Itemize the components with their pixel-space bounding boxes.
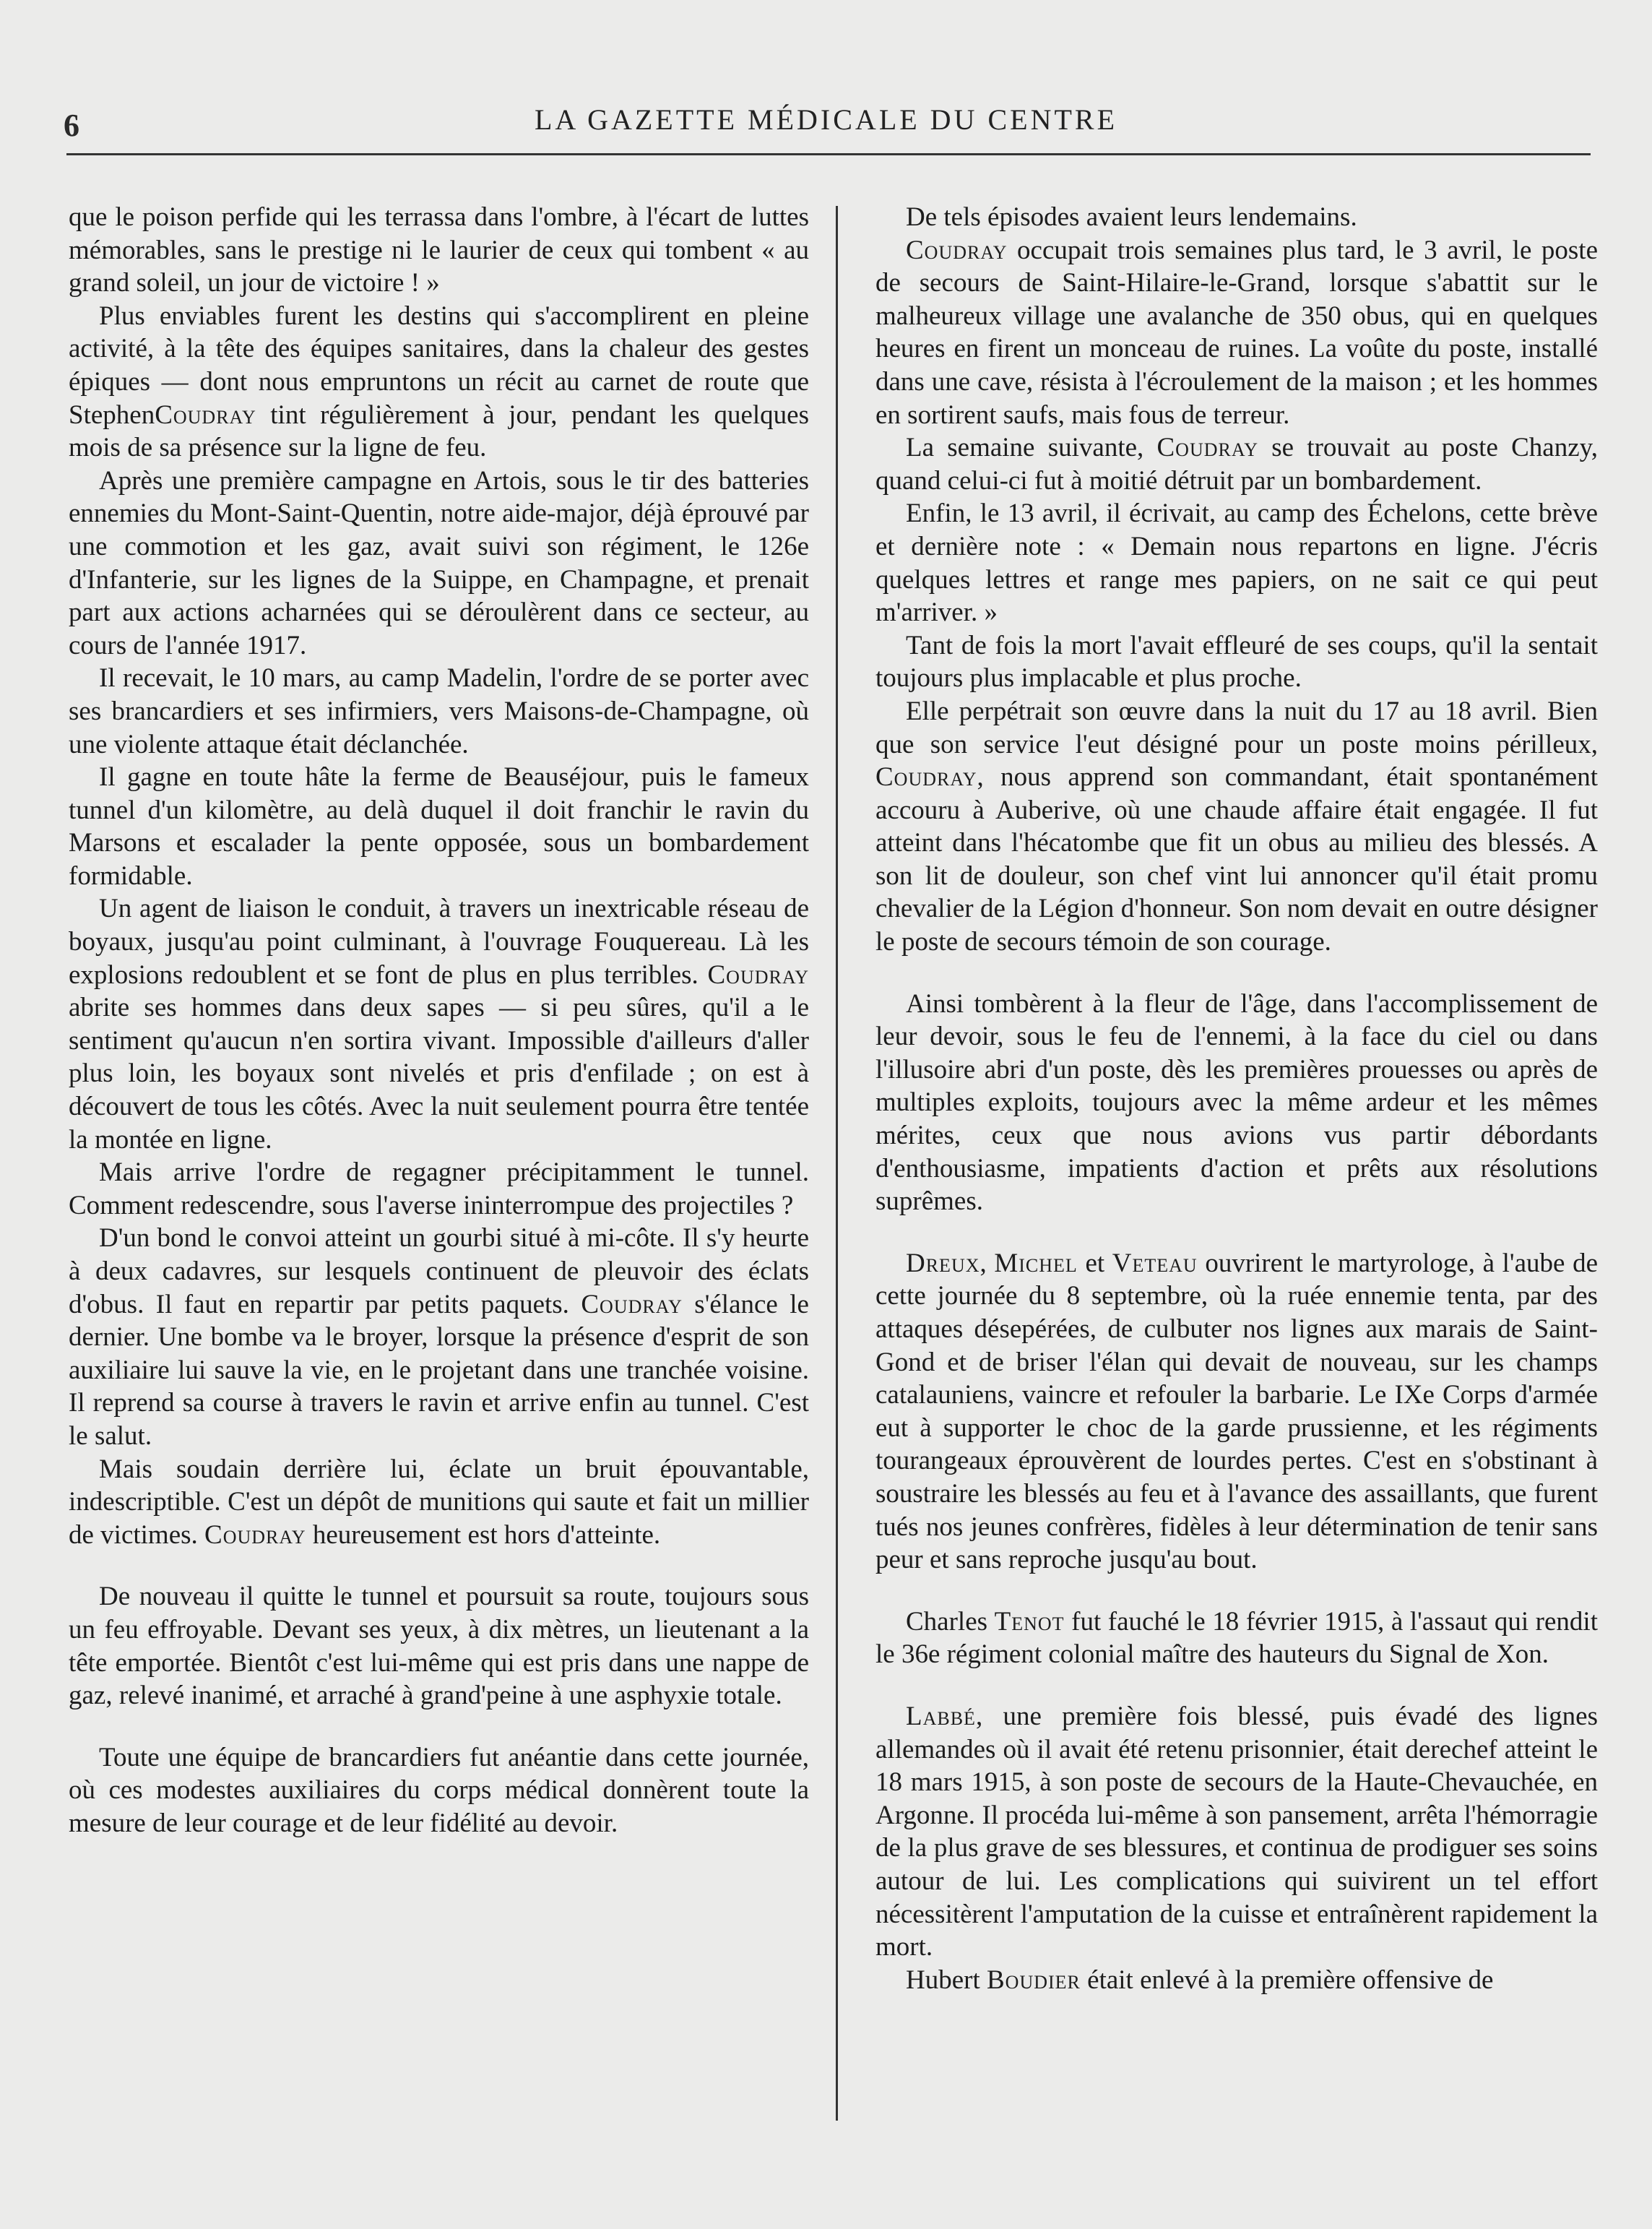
column-divider [836,206,838,2121]
paragraph [69,300,809,465]
text-run: , une première fois blessé, puis évadé des lignes allemandes où il avait été retenu prisonnier, était derechef atteint le 18 mars 1915, à son poste de secours de la Haute-Chevauchée, en Argonne. Il procéda lui-même à son pansement, arrêta l'hémorragie de la plus grave de ses blessures, et continua de prodiguer ses soins autour de lui. Les complications qui suivirent un tel effort nécessitèrent l'amputation de la cuisse et entraînèrent rapidement la mort. [875,1701,1598,1962]
paragraph: Toute une équipe de brancardiers fut anéantie dans cette journée, où ces modestes auxiliaires du corps médical donnèrent toute la mesure de leur courage et de leur fidélité au devoir. [69,1742,809,1838]
text-run: fut fauché le 18 février 1915, à l'assaut qui rendit le 36e régiment colonial maître des hauteurs du Signal de Xon. [875,1606,1598,1670]
surname: Boudier [987,1965,1081,1995]
text-run: Un agent de liaison le conduit, à travers un inextricable réseau de boyaux, jusqu'au point culminant, à l'ouvrage Fouquereau. Là les explosions redoublent et se font de plus en plus terribles. [69,894,809,990]
text-run: était enlevé à la première offensive de [1080,1965,1494,1995]
text-run: Mais soudain derrière lui, éclate un bruit épouvantable, indescriptible. C'est un dépôt de munitions qui saute et fait un millier de victimes. [69,1454,809,1550]
surname: Tenot [994,1606,1065,1637]
text-run: occupait trois semaines plus tard, le 3 avril, le poste de secours de Saint-Hilaire-le-Grand, lorsque s'abattit sur le malheureux village une avalanche de 350 obus, qui en quelques heures en firent un monceau de ruines. La voûte du poste, installé dans une cave, résista à l'écroulement de la maison ; et les hommes en sortirent saufs, mais fous de terreur. [875,235,1598,430]
paragraph [69,1453,809,1552]
paragraph: Ainsi tombèrent à la fleur de l'âge, dans l'accomplissement de leur devoir, sous le feu de l'ennemi, à la face du ciel ou dans l'illusoire abri d'un poste, dès les premières prouesses ou après de multiples exploits, toujours avec la même ardeur et les mêmes mérites, ceux que nous avions vus partir débordants d'enthousiasme, impatients d'action et prêts aux résolutions suprêmes. [875,988,1598,1217]
paragraph: De tels épisodes avaient leurs lendemains. [906,202,1357,232]
text-run: La semaine suivante, [906,433,1157,463]
text-run: Hubert [906,1965,987,1995]
text-run: heureusement est hors d'atteinte. [306,1519,661,1550]
paragraph [875,1964,1598,1997]
left-column [69,201,809,1840]
paragraph [875,1605,1598,1671]
paragraph [875,1247,1598,1577]
surname: Coudray [204,1519,306,1550]
paragraph [875,431,1598,497]
paragraph: Mais arrive l'ordre de regagner précipitamment le tunnel. Comment redescendre, sous l'averse ininterrompue des projectiles ? [69,1157,809,1220]
text-run: ouvrirent le martyrologe, à l'aube de cette journée du 8 septembre, où la ruée ennemie tenta, par des attaques désepérées, de culbuter nos lignes aux marais de Saint-Gond et de briser l'élan qui devait de nouveau, sur les champs catalauniens, vaincre et refouler la barbarie. Le IXe Corps d'armée eut à supporter le choc de la garde prussienne, et les régiments tourangeaux éprouvèrent de lourdes pertes. C'est en s'obstinant à soustraire les blessés au feu et à l'avance des assaillants, que furent tués nos jeunes confrères, fidèles à leur détermination de tenir sans peur et sans reproche jusqu'au bout. [875,1248,1598,1575]
paragraph [69,1222,809,1452]
text-run: Plus enviables furent les destins qui s'accomplirent en pleine activité, à la tête des équipes sanitaires, dans la chaleur des gestes épiques — dont nous empruntons un récit au carnet de route que Stephen [69,301,809,430]
surname: Michel [994,1248,1078,1278]
text-run: , nous apprend son commandant, était spontanément accouru à Auberive, où une chaude affaire était engagée. Il fut atteint dans l'hécatombe que fit un obus au milieu des blessés. A son lit de douleur, son chef vint lui annoncer qu'il était promu chevalier de la Légion d'honneur. Son nom devait en outre désigner le poste de secours témoin de son courage. [875,762,1598,957]
surname: Veteau [1112,1248,1198,1278]
running-head: LA GAZETTE MÉDICALE DU CENTRE [534,103,1117,136]
text-run: Elle perpétrait son œuvre dans la nuit du 17 au 18 avril. Bien que son service l'eut désigné pour un poste moins périlleux, [875,696,1598,759]
page-number: 6 [64,108,79,143]
paragraph [875,1700,1598,1964]
paragraph: Tant de fois la mort l'avait effleuré de ses coups, qu'il la sentait toujours plus implacable et plus proche. [875,630,1598,694]
surname: Labbé [906,1701,976,1731]
text-run: abrite ses hommes dans deux sapes — si peu sûres, qu'il a le sentiment qu'aucun n'en sortira vivant. Impossible d'ailleurs d'aller plus loin, les boyaux sont nivelés et pris d'enfilade ; on est à découvert de tous les côtés. Avec la nuit seulement pourra être tentée la montée en ligne. [69,993,809,1155]
paragraph [69,892,809,1156]
surname: Dreux [906,1248,980,1278]
header-rule [66,153,1591,155]
surname: Coudray [581,1289,683,1319]
paragraph: Il gagne en toute hâte la ferme de Beauséjour, puis le fameux tunnel d'un kilomètre, au delà duquel il doit franchir le ravin du Marsons et escalader la pente opposée, sous un bombardement formidable. [69,762,809,891]
text-run: Charles [906,1606,995,1637]
text-run: D'un bond le convoi atteint un gourbi situé à mi-côte. Il s'y heurte à deux cadavres, sur lesquels continuent de pleuvoir des éclats d'obus. Il faut en repartir par petits paquets. [69,1223,809,1319]
paragraph: que le poison perfide qui les terrassa dans l'ombre, à l'écart de luttes mémorables, sans le prestige ni le laurier de ceux qui tombent « au grand soleil, un jour de victoire ! » [69,202,809,298]
paragraph [875,695,1598,959]
surname: Coudray [875,762,977,793]
paragraph [875,234,1598,432]
surname: Coudray [1156,433,1259,463]
text-run: s'élance le dernier. Une bombe va le broyer, lorsque la présence d'esprit de son auxiliaire lui sauve la vie, en le projetant dans une tranchée voisine. Il reprend sa course à travers le ravin et arrive enfin au tunnel. C'est le salut. [69,1289,809,1451]
paragraph: Enfin, le 13 avril, il écrivait, au camp des Échelons, cette brève et dernière note : « Demain nous repartons en ligne. J'écris quelques lettres et range mes papiers, on ne sait ce qui peut m'arriver. » [875,499,1598,628]
text-run: se trouvait au poste Chanzy, quand celui-ci fut à moitié détruit par un bombardement. [875,433,1598,496]
paragraph: Il recevait, le 10 mars, au camp Madelin, l'ordre de se porter avec ses brancardiers et ses infirmiers, vers Maisons-de-Champagne, où une violente attaque était déclanchée. [69,663,809,759]
surname: Coudray [707,960,809,990]
right-column [875,201,1598,1996]
text-run: , [979,1248,995,1278]
surname: Coudray [155,400,256,430]
surname: Coudray [906,235,1008,265]
text-run: et [1077,1248,1112,1278]
paragraph: Après une première campagne en Artois, sous le tir des batteries ennemies du Mont-Saint-Quentin, notre aide-major, déjà éprouvé par une commotion et les gaz, avait suivi son régiment, le 126e d'Infanterie, sur les lignes de la Suippe, en Champagne, et prenait part aux actions acharnées qui se déroulèrent dans ce secteur, au cours de l'année 1917. [69,465,809,660]
paragraph: De nouveau il quitte le tunnel et poursuit sa route, toujours sous un feu effroyable. Devant ses yeux, à dix mètres, un lieutenant a la tête emportée. Bientôt c'est lui-même qui est pris dans une nappe de gaz, relevé inanimé, et arraché à grand'peine à une asphyxie totale. [69,1582,809,1711]
text-run: tint régulièrement à jour, pendant les quelques mois de sa présence sur la ligne de feu. [69,400,809,463]
